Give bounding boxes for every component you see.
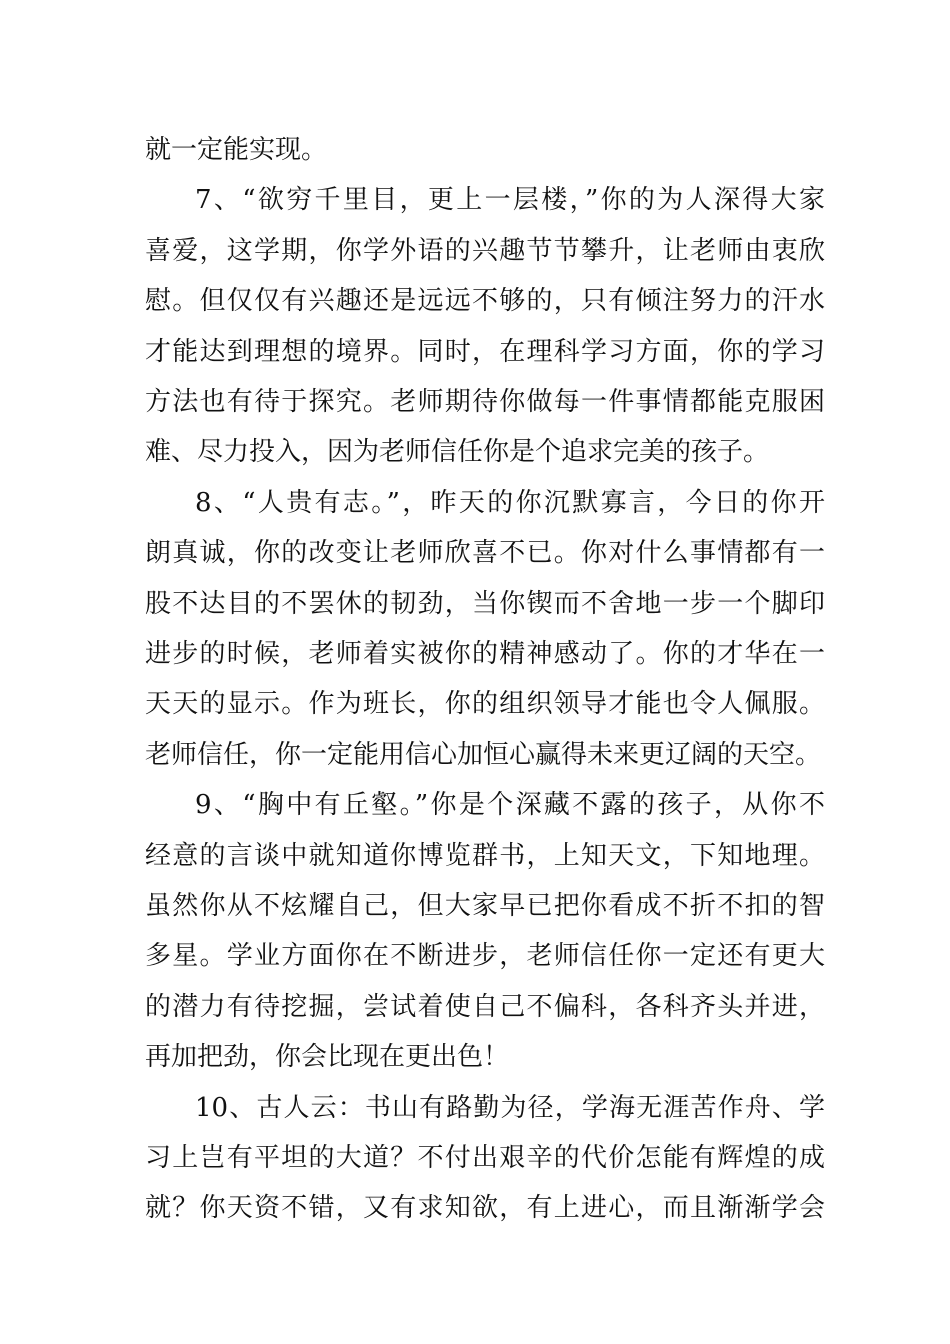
text-line: 难、尽力投入，因为老师信任你是个追求完美的孩子。 xyxy=(145,437,770,467)
text-line: 天天的显示。作为班长，你的组织领导才能也令人佩服。 xyxy=(145,689,825,719)
text-line: 老师信任，你一定能用信心加恒心赢得未来更辽阔的天空。 xyxy=(145,740,822,770)
text-line: 喜爱，这学期，你学外语的兴趣节节攀升，让老师由衷欣 xyxy=(145,236,825,266)
paragraph-8-line: 8、“人贵有志。”，昨天的你沉默寡言，今日的你开 xyxy=(195,488,825,518)
paragraph-10-line: 10、古人云：书山有路勤为径，学海无涯苦作舟、学 xyxy=(195,1093,825,1123)
text-line: 朗真诚，你的改变让老师欣喜不已。你对什么事情都有一 xyxy=(145,538,825,568)
text-line: 股不达目的不罢休的韧劲，当你锲而不舍地一步一个脚印 xyxy=(145,589,825,619)
text-line: 的潜力有待挖掘，尝试着使自己不偏科，各科齐头并进， xyxy=(145,992,825,1022)
text-line: 虽然你从不炫耀自己，但大家早已把你看成不折不扣的智 xyxy=(145,891,825,921)
text-line: 进步的时候，老师着实被你的精神感动了。你的才华在一 xyxy=(145,639,825,669)
text-line: 再加把劲，你会比现在更出色！ xyxy=(145,1042,510,1072)
paragraph-9-line: 9、“胸中有丘壑。”你是个深藏不露的孩子，从你不 xyxy=(195,790,825,820)
text-line: 就？你天资不错，又有求知欲，有上进心，而且渐渐学会 xyxy=(145,1193,825,1223)
text-line: 就一定能实现。 xyxy=(145,135,328,165)
text-line: 慰。但仅仅有兴趣还是远远不够的，只有倾注努力的汗水 xyxy=(145,286,825,316)
text-line: 方法也有待于探究。老师期待你做每一件事情都能克服困 xyxy=(145,387,825,417)
text-line: 习上岂有平坦的大道？不付出艰辛的代价怎能有辉煌的成 xyxy=(145,1143,825,1173)
text-line: 多星。学业方面你在不断进步，老师信任你一定还有更大 xyxy=(145,941,825,971)
text-line: 经意的言谈中就知道你博览群书，上知天文，下知地理。 xyxy=(145,841,825,871)
paragraph-7-line: 7、“欲穷千里目，更上一层楼，”你的为人深得大家 xyxy=(195,185,825,215)
text-line: 才能达到理想的境界。同时，在理科学习方面，你的学习 xyxy=(145,337,825,367)
